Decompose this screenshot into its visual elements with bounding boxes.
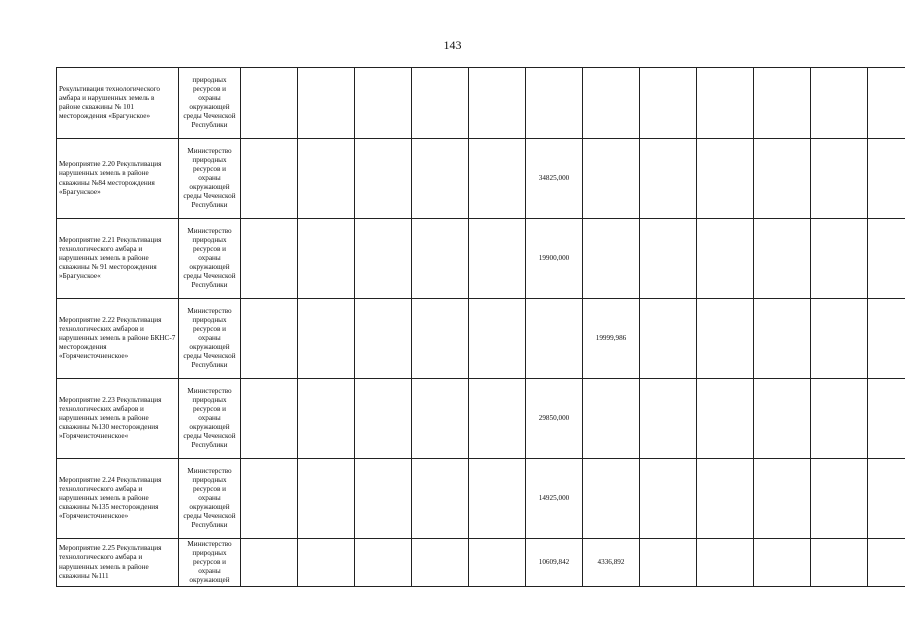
funding-cell: [241, 219, 298, 299]
funding-cell: [583, 68, 640, 139]
funding-cell: [868, 299, 905, 379]
funding-cell: [811, 539, 868, 587]
funding-cell: [469, 68, 526, 139]
funding-cell: [412, 68, 469, 139]
funding-cell: [469, 219, 526, 299]
funding-cell: [469, 539, 526, 587]
funding-cell: [868, 219, 905, 299]
funding-cell: [697, 459, 754, 539]
funding-cell: [868, 379, 905, 459]
funding-cell: [697, 139, 754, 219]
funding-cell: [868, 68, 905, 139]
activity-description: Мероприятие 2.23 Рекультивация технологических амбаров и нарушенных земель в районе скважины №130 месторождения »Горячеисточненское«: [57, 379, 179, 459]
page-number: 143: [443, 38, 462, 52]
responsible-executor: Министерство природных ресурсов и охраны окружающей среды Чеченской Республики: [179, 459, 241, 539]
responsible-executor: Министерство природных ресурсов и охраны окружающей среды Чеченской Республики: [179, 219, 241, 299]
activity-description: Мероприятие 2.20 Рекультивация нарушенных земель в районе скважины №84 месторождения «Брагунское»: [57, 139, 179, 219]
funding-cell: [868, 539, 905, 587]
funding-cell: [754, 379, 811, 459]
funding-cell: [241, 539, 298, 587]
funding-cell: [811, 68, 868, 139]
funding-cell: [640, 139, 697, 219]
funding-cell: [412, 139, 469, 219]
funding-cell: [583, 379, 640, 459]
funding-cell: [697, 379, 754, 459]
table-row: [57, 219, 905, 299]
funding-cell: [298, 379, 355, 459]
funding-cell: [355, 299, 412, 379]
funding-cell: [469, 139, 526, 219]
activity-description: Мероприятие 2.22 Рекультивация технологических амбаров и нарушенных земель в районе БКНС-7 месторождения «Горячеисточненское»: [57, 299, 179, 379]
funding-cell: [754, 68, 811, 139]
funding-cell: [469, 299, 526, 379]
funding-cell: [583, 139, 640, 219]
funding-cell: [697, 299, 754, 379]
funding-cell: [754, 139, 811, 219]
table-row: [57, 139, 905, 219]
funding-cell: [298, 139, 355, 219]
table-row: [57, 68, 905, 139]
funding-cell: [868, 459, 905, 539]
funding-cell: [754, 539, 811, 587]
funding-cell: 19900,000: [526, 219, 583, 299]
funding-cell: [355, 539, 412, 587]
funding-cell: [697, 68, 754, 139]
activity-description: Мероприятие 2.21 Рекультивация технологического амбара и нарушенных земель в районе скважины № 91 месторождения »Брагунское«: [57, 219, 179, 299]
funding-cell: 19999,986: [583, 299, 640, 379]
funding-cell: [754, 299, 811, 379]
funding-cell: [355, 68, 412, 139]
program-table: [56, 67, 905, 587]
funding-cell: [526, 68, 583, 139]
funding-cell: [811, 299, 868, 379]
responsible-executor: Министерство природных ресурсов и охраны окружающей среды Чеченской Республики: [179, 299, 241, 379]
funding-cell: [811, 139, 868, 219]
funding-cell: [469, 459, 526, 539]
funding-cell: [298, 459, 355, 539]
funding-cell: [754, 459, 811, 539]
funding-cell: [412, 539, 469, 587]
funding-cell: [640, 299, 697, 379]
responsible-executor: Министерство природных ресурсов и охраны окружающей среды Чеченской Республики: [179, 139, 241, 219]
responsible-executor: Министерство природных ресурсов и охраны окружающей среды Чеченской Республики: [179, 379, 241, 459]
funding-cell: [469, 379, 526, 459]
activity-description: Рекультивация технологического амбара и нарушенных земель в районе скважины № 101 месторождения «Брагунское»: [57, 68, 179, 139]
activity-description: Мероприятие 2.24 Рекультивация технологического амбара и нарушенных земель в районе скважины №135 месторождения «Горячеисточненское»: [57, 459, 179, 539]
activity-description: Мероприятие 2.25 Рекультивация технологического амбара и нарушенных земель в районе скважины №111: [57, 539, 179, 587]
funding-cell: [241, 68, 298, 139]
funding-cell: [526, 299, 583, 379]
funding-cell: [811, 219, 868, 299]
responsible-executor: природных ресурсов и охраны окружающей среды Чеченской Республики: [179, 68, 241, 139]
funding-cell: [811, 459, 868, 539]
funding-cell: [241, 299, 298, 379]
table-row: [57, 459, 905, 539]
funding-cell: [583, 459, 640, 539]
funding-cell: [298, 539, 355, 587]
funding-cell: [298, 299, 355, 379]
table-body: [57, 68, 905, 587]
table-row: [57, 539, 905, 587]
funding-cell: [298, 68, 355, 139]
funding-cell: [298, 219, 355, 299]
funding-cell: 10609,842: [526, 539, 583, 587]
funding-cell: 29850,000: [526, 379, 583, 459]
funding-cell: [640, 68, 697, 139]
funding-cell: [241, 139, 298, 219]
funding-cell: [412, 379, 469, 459]
funding-cell: [697, 219, 754, 299]
funding-cell: [811, 379, 868, 459]
funding-cell: 4336,892: [583, 539, 640, 587]
funding-cell: [640, 539, 697, 587]
funding-cell: [412, 459, 469, 539]
table-row: [57, 379, 905, 459]
funding-cell: [241, 459, 298, 539]
funding-cell: [868, 139, 905, 219]
funding-cell: [640, 459, 697, 539]
funding-cell: [355, 219, 412, 299]
funding-cell: [640, 379, 697, 459]
funding-cell: [412, 219, 469, 299]
funding-cell: [754, 219, 811, 299]
funding-cell: [355, 139, 412, 219]
funding-cell: [241, 379, 298, 459]
funding-cell: [640, 219, 697, 299]
funding-cell: [697, 539, 754, 587]
funding-cell: [412, 299, 469, 379]
responsible-executor: Министерство природных ресурсов и охраны окружающей: [179, 539, 241, 587]
funding-cell: [355, 459, 412, 539]
funding-cell: 14925,000: [526, 459, 583, 539]
funding-cell: 34825,000: [526, 139, 583, 219]
funding-cell: [355, 379, 412, 459]
table-row: [57, 299, 905, 379]
funding-cell: [583, 219, 640, 299]
